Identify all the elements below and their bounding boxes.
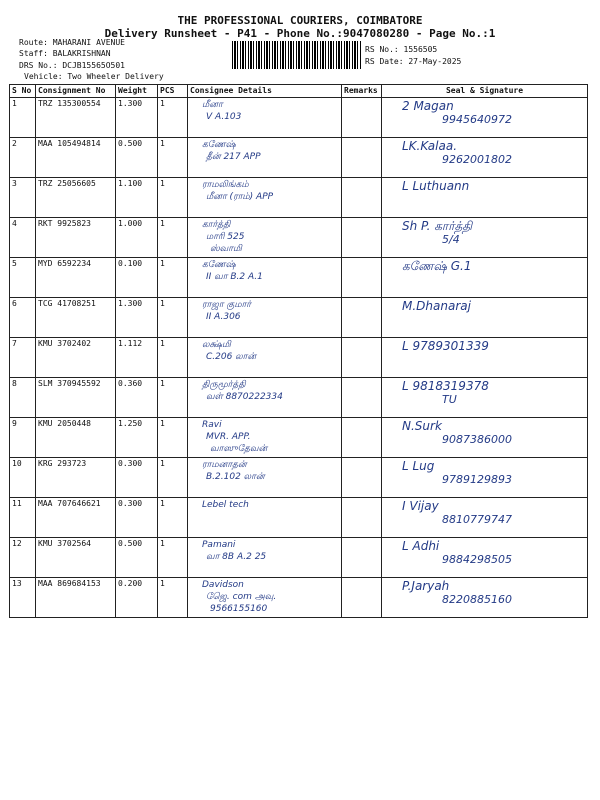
row-remarks <box>342 178 382 218</box>
row-consignment-no: TRZ 25056605 <box>36 178 116 218</box>
row-signature <box>382 258 588 298</box>
table-row <box>10 418 588 458</box>
row-weight: 1.112 <box>116 338 158 378</box>
consignee-handwriting: ராமலிங்கம் <box>202 180 249 190</box>
vehicle-label: Vehicle: Two Wheeler Delivery <box>24 72 164 81</box>
row-remarks <box>342 458 382 498</box>
consignee-handwriting: மீனா (ராம்) APP <box>206 192 274 202</box>
row-signature <box>382 98 588 138</box>
row-sno: 7 <box>10 338 36 378</box>
signature-handwriting: கணேஷ் G.1 <box>402 259 472 273</box>
consignee-handwriting: கார்த்தி <box>202 220 231 230</box>
consignee-handwriting: C.206 லான் <box>206 352 257 362</box>
row-weight: 1.300 <box>116 298 158 338</box>
signature-handwriting: L Lug <box>402 459 435 473</box>
row-remarks <box>342 98 382 138</box>
row-weight: 1.000 <box>116 218 158 258</box>
row-consignment-no: SLM 370945592 <box>36 378 116 418</box>
row-consignment-no: TRZ 135300554 <box>36 98 116 138</box>
row-pcs: 1 <box>158 578 188 618</box>
consignee-handwriting: கணேஷ் <box>202 260 236 270</box>
signature-handwriting: 9262001802 <box>442 153 512 166</box>
consignee-handwriting: ஸ்வாமி <box>210 244 242 254</box>
row-weight: 0.360 <box>116 378 158 418</box>
row-sno: 12 <box>10 538 36 578</box>
row-consignee-details <box>188 418 342 458</box>
row-consignment-no: KMU 2050448 <box>36 418 116 458</box>
row-consignee-details <box>188 178 342 218</box>
col-header-pcs: PCS <box>158 85 188 98</box>
staff-label: Staff: BALAKRISHNAN <box>19 49 111 58</box>
row-signature <box>382 578 588 618</box>
row-signature <box>382 218 588 258</box>
signature-handwriting: 5/4 <box>442 233 460 246</box>
row-remarks <box>342 338 382 378</box>
table-row <box>10 98 588 138</box>
consignee-handwriting: V A.103 <box>206 112 242 122</box>
table-row <box>10 218 588 258</box>
route-label: Route: MAHARANI AVENUE <box>19 38 125 47</box>
row-pcs: 1 <box>158 338 188 378</box>
signature-handwriting: L Adhi <box>402 539 440 553</box>
signature-handwriting: I Vijay <box>402 499 439 513</box>
row-weight: 1.300 <box>116 98 158 138</box>
row-consignee-details <box>188 498 342 538</box>
signature-handwriting: N.Surk <box>402 419 442 433</box>
row-sno: 3 <box>10 178 36 218</box>
table-header-row <box>10 85 588 98</box>
signature-handwriting: Sh P. கார்த்தி <box>402 219 473 233</box>
row-weight: 0.100 <box>116 258 158 298</box>
row-consignee-details <box>188 378 342 418</box>
drs-number: DRS No.: DCJB15565O501 <box>19 61 125 70</box>
table-row <box>10 338 588 378</box>
signature-handwriting: M.Dhanaraj <box>402 299 471 313</box>
row-consignee-details <box>188 138 342 178</box>
col-header-remarks: Remarks <box>342 85 382 98</box>
consignee-handwriting: II A.306 <box>206 312 241 322</box>
row-signature <box>382 178 588 218</box>
runsheet-title: Delivery Runsheet - P41 - Phone No.:9047080280 - Page No.:1 <box>104 27 496 40</box>
row-pcs: 1 <box>158 498 188 538</box>
row-remarks <box>342 498 382 538</box>
col-header-signature: Seal & Signature <box>382 85 588 98</box>
row-weight: 0.500 <box>116 538 158 578</box>
row-sno: 13 <box>10 578 36 618</box>
row-consignment-no: KRG 293723 <box>36 458 116 498</box>
table-row <box>10 578 588 618</box>
rs-date: RS Date: 27-May-2025 <box>365 57 462 66</box>
consignee-handwriting: Ravi <box>202 420 222 430</box>
row-consignment-no: MAA 869684153 <box>36 578 116 618</box>
row-weight: 0.200 <box>116 578 158 618</box>
row-sno: 1 <box>10 98 36 138</box>
row-consignment-no: MAA 707646621 <box>36 498 116 538</box>
consignee-handwriting: Davidson <box>202 580 244 590</box>
signature-handwriting: 8220885160 <box>442 593 512 606</box>
row-remarks <box>342 538 382 578</box>
table-row <box>10 138 588 178</box>
company-name: THE PROFESSIONAL COURIERS, COIMBATORE <box>177 14 423 27</box>
row-pcs: 1 <box>158 178 188 218</box>
signature-handwriting: 9884298505 <box>442 553 512 566</box>
consignee-handwriting: லக்ஷ்மி <box>202 340 231 350</box>
consignee-handwriting: ஜெே. com அவு. <box>206 592 277 602</box>
row-consignee-details <box>188 98 342 138</box>
signature-handwriting: 8810779747 <box>442 513 512 526</box>
row-sno: 4 <box>10 218 36 258</box>
consignee-handwriting: வாஸுதேவன் <box>210 444 268 454</box>
table-row <box>10 378 588 418</box>
col-header-consignment: Consignment No <box>36 85 116 98</box>
consignee-handwriting: 9566155160 <box>210 604 268 614</box>
row-consignment-no: RKT 9925823 <box>36 218 116 258</box>
row-signature <box>382 418 588 458</box>
row-consignee-details <box>188 578 342 618</box>
table-row <box>10 538 588 578</box>
signature-handwriting: 9945640972 <box>442 113 512 126</box>
row-consignment-no: KMU 3702402 <box>36 338 116 378</box>
row-sno: 2 <box>10 138 36 178</box>
consignee-handwriting: B.2.102 லான் <box>206 472 265 482</box>
row-remarks <box>342 298 382 338</box>
row-pcs: 1 <box>158 418 188 458</box>
row-pcs: 1 <box>158 138 188 178</box>
row-consignee-details <box>188 298 342 338</box>
row-sno: 5 <box>10 258 36 298</box>
signature-handwriting: 2 Magan <box>402 99 454 113</box>
row-signature <box>382 138 588 178</box>
signature-handwriting: LK.Kalaa. <box>402 139 458 153</box>
row-pcs: 1 <box>158 458 188 498</box>
row-remarks <box>342 578 382 618</box>
consignee-handwriting: Lebel tech <box>202 500 249 510</box>
row-weight: 0.500 <box>116 138 158 178</box>
row-sno: 11 <box>10 498 36 538</box>
signature-handwriting: L 9818319378 <box>402 379 489 393</box>
row-pcs: 1 <box>158 98 188 138</box>
consignee-handwriting: வள் 8870222334 <box>206 392 283 402</box>
row-remarks <box>342 138 382 178</box>
col-header-sno: S No <box>10 85 36 98</box>
row-pcs: 1 <box>158 538 188 578</box>
row-pcs: 1 <box>158 378 188 418</box>
row-consignment-no: TCG 41708251 <box>36 298 116 338</box>
row-remarks <box>342 218 382 258</box>
row-remarks <box>342 258 382 298</box>
consignee-handwriting: மீனா <box>202 100 223 110</box>
consignee-handwriting: ராமனாதன் <box>202 460 247 470</box>
table-row <box>10 498 588 538</box>
row-consignment-no: KMU 3702564 <box>36 538 116 578</box>
table-row <box>10 458 588 498</box>
consignee-handwriting: ராஜா குமார் <box>202 300 252 310</box>
row-consignee-details <box>188 258 342 298</box>
row-consignee-details <box>188 538 342 578</box>
consignee-handwriting: கணேஷ் <box>202 140 236 150</box>
consignee-handwriting: தீன் 217 APP <box>206 152 261 162</box>
row-pcs: 1 <box>158 258 188 298</box>
row-remarks <box>342 418 382 458</box>
row-consignee-details <box>188 218 342 258</box>
row-signature <box>382 538 588 578</box>
row-signature <box>382 298 588 338</box>
row-weight: 0.300 <box>116 498 158 538</box>
row-weight: 1.250 <box>116 418 158 458</box>
row-pcs: 1 <box>158 298 188 338</box>
row-consignment-no: MAA 105494814 <box>36 138 116 178</box>
barcode-image <box>232 41 362 69</box>
signature-handwriting: P.Jaryah <box>402 579 450 593</box>
consignee-handwriting: II வா B.2 A.1 <box>206 272 263 282</box>
table-row <box>10 298 588 338</box>
table-row <box>10 178 588 218</box>
row-sno: 9 <box>10 418 36 458</box>
consignee-handwriting: MVR. APP. <box>206 432 251 442</box>
runsheet-table <box>9 84 588 618</box>
row-pcs: 1 <box>158 218 188 258</box>
row-signature <box>382 378 588 418</box>
signature-handwriting: 9087386000 <box>442 433 512 446</box>
col-header-consignee: Consignee Details <box>188 85 342 98</box>
signature-handwriting: TU <box>442 393 457 406</box>
row-consignee-details <box>188 338 342 378</box>
row-sno: 8 <box>10 378 36 418</box>
row-remarks <box>342 378 382 418</box>
row-signature <box>382 458 588 498</box>
row-sno: 6 <box>10 298 36 338</box>
row-signature <box>382 498 588 538</box>
signature-handwriting: L Luthuann <box>402 179 470 193</box>
consignee-handwriting: திருமூர்த்தி <box>202 380 246 390</box>
signature-handwriting: 9789129893 <box>442 473 512 486</box>
row-weight: 0.300 <box>116 458 158 498</box>
row-signature <box>382 338 588 378</box>
consignee-handwriting: மாரி 525 <box>206 232 245 242</box>
consignee-handwriting: வா 8B A.2 25 <box>206 552 267 562</box>
signature-handwriting: L 9789301339 <box>402 339 489 353</box>
row-consignment-no: MYD 6592234 <box>36 258 116 298</box>
consignee-handwriting: Pamani <box>202 540 236 550</box>
rs-number: RS No.: 1556505 <box>365 45 438 54</box>
row-weight: 1.100 <box>116 178 158 218</box>
row-sno: 10 <box>10 458 36 498</box>
col-header-weight: Weight <box>116 85 158 98</box>
table-row <box>10 258 588 298</box>
row-consignee-details <box>188 458 342 498</box>
